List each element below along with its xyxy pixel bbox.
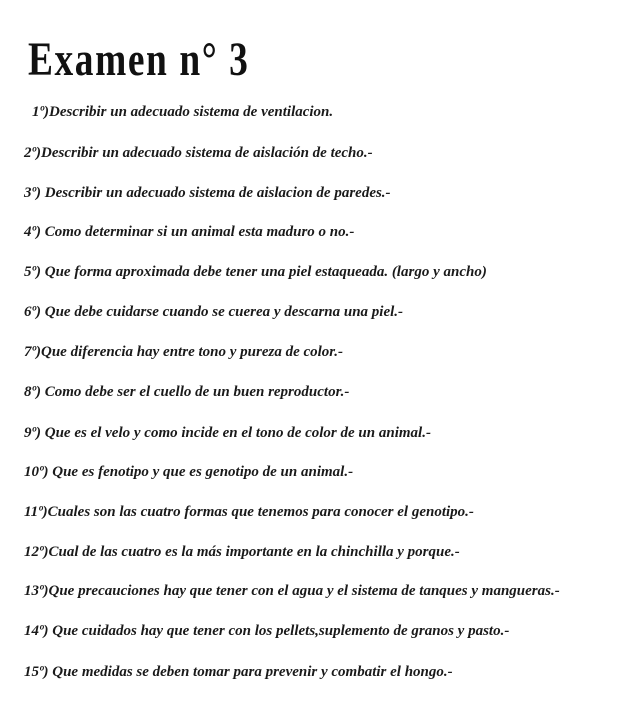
question-3: 3º) Describir un adecuado sistema de aislacion de paredes.- bbox=[24, 185, 391, 201]
question-15: 15º) Que medidas se deben tomar para prevenir y combatir el hongo.- bbox=[24, 664, 453, 680]
question-6: 6º) Que debe cuidarse cuando se cuerea y descarna una piel.- bbox=[24, 304, 404, 320]
question-9: 9º) Que es el velo y como incide en el tono de color de un animal.- bbox=[24, 425, 431, 441]
page-title: Examen n° 3 bbox=[28, 33, 250, 86]
question-7: 7º)Que diferencia hay entre tono y pureza de color.- bbox=[24, 344, 344, 360]
question-12: 12º)Cual de las cuatro es la más importante en la chinchilla y porque.- bbox=[24, 544, 460, 560]
question-11: 11º)Cuales son las cuatro formas que tenemos para conocer el genotipo.- bbox=[24, 504, 474, 520]
question-8: 8º) Como debe ser el cuello de un buen reproductor.- bbox=[24, 384, 350, 400]
question-5: 5º) Que forma aproximada debe tener una piel estaqueada. (largo y ancho) bbox=[24, 264, 487, 280]
question-10: 10º) Que es fenotipo y que es genotipo de un animal.- bbox=[24, 464, 354, 480]
question-4: 4º) Como determinar si un animal esta maduro o no.- bbox=[24, 224, 355, 240]
question-1: 1º)Describir un adecuado sistema de ventilacion. bbox=[32, 104, 334, 120]
question-13: 13º)Que precauciones hay que tener con el agua y el sistema de tanques y mangueras.- bbox=[24, 583, 560, 599]
question-14: 14º) Que cuidados hay que tener con los pellets,suplemento de granos y pasto.- bbox=[24, 623, 510, 639]
question-2: 2º)Describir un adecuado sistema de aislación de techo.- bbox=[24, 145, 373, 161]
